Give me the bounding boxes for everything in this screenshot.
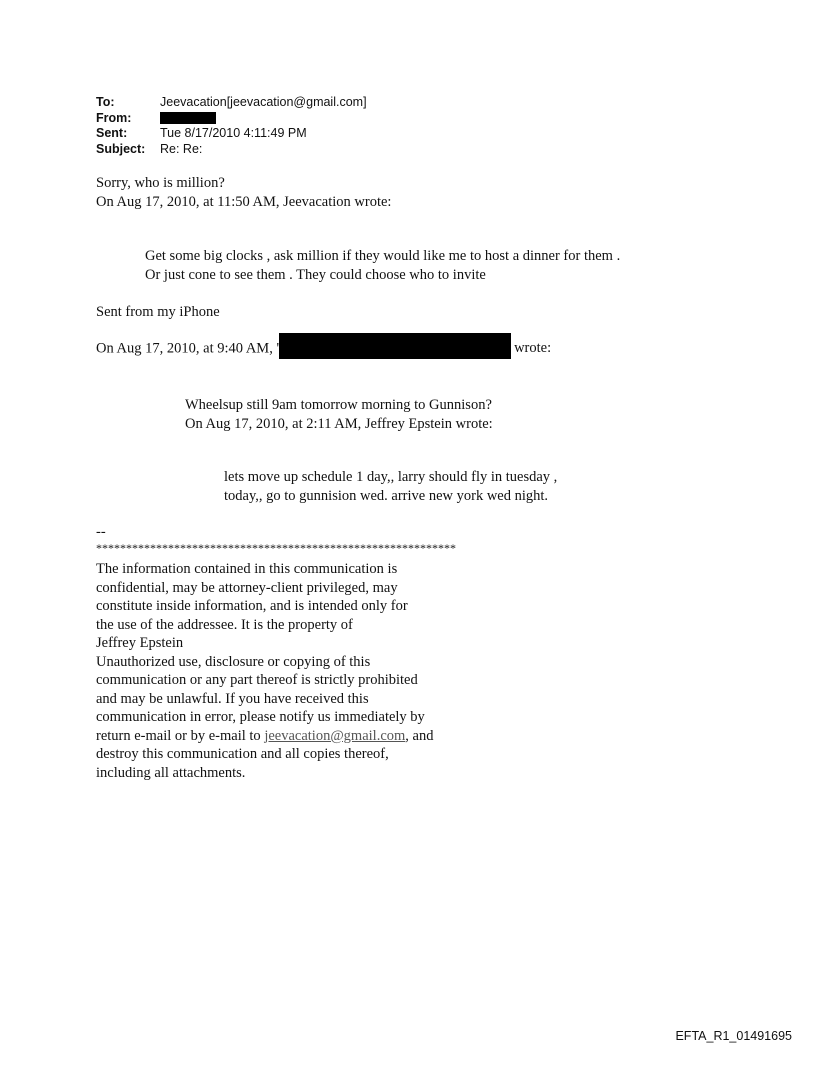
sent-row xyxy=(96,126,367,142)
disclaimer-email-line xyxy=(96,727,433,746)
disclaimer-line: and may be unlawful. If you have received this xyxy=(96,690,369,707)
separator-dashes: -- xyxy=(96,524,106,540)
disclaimer-line: the use of the addressee. It is the property of xyxy=(96,616,353,633)
disclaimer-line: including all attachments. xyxy=(96,764,246,781)
email-header xyxy=(96,95,367,157)
reply-attribution: On Aug 17, 2010, at 11:50 AM, Jeevacation wrote: xyxy=(96,193,392,210)
email-prefix: return e-mail or by e-mail to xyxy=(96,727,265,744)
sender-redaction xyxy=(279,333,511,359)
disclaimer-line: communication in error, please notify us immediately by xyxy=(96,709,425,725)
quote-line: lets move up schedule 1 day,, larry should fly in tuesday , xyxy=(224,469,558,485)
disclaimer-line: destroy this communication and all copies thereof, xyxy=(96,746,389,762)
document-id: EFTA_R1_01491695 xyxy=(675,1029,792,1043)
quote-line: Or just cone to see them . They could choose who to invite xyxy=(145,266,486,283)
to-value: Jeevacation[jeevacation@gmail.com] xyxy=(160,95,367,109)
quote-line: Get some big clocks , ask million if they would like me to host a dinner for them . xyxy=(145,248,621,264)
disclaimer-line: confidential, may be attorney-client privileged, may xyxy=(96,579,398,596)
to-row xyxy=(96,95,367,111)
mobile-signature: Sent from my iPhone xyxy=(96,304,220,320)
sent-value: Tue 8/17/2010 4:11:49 PM xyxy=(160,126,307,140)
email-link[interactable]: jeevacation@gmail.com xyxy=(264,727,406,744)
disclaimer-line: communication or any part thereof is strictly prohibited xyxy=(96,672,418,688)
separator-stars: ************************************************************ xyxy=(96,541,456,555)
attribution-suffix: wrote: xyxy=(514,340,552,357)
to-label: To: xyxy=(96,95,115,109)
email-suffix: , and xyxy=(405,727,434,744)
quote-line: Wheelsup still 9am tomorrow morning to Gunnison? xyxy=(185,397,492,413)
sent-label: Sent: xyxy=(96,126,128,140)
from-label: From: xyxy=(96,110,132,125)
reply-line: Sorry, who is million? xyxy=(96,175,225,191)
reply-body xyxy=(96,174,391,211)
attribution-prefix: On Aug 17, 2010, at 9:40 AM, ' xyxy=(96,340,280,357)
subject-value: Re: Re: xyxy=(160,141,203,156)
disclaimer-line: constitute inside information, and is intended only for xyxy=(96,598,408,614)
subject-label: Subject: xyxy=(96,141,146,156)
disclaimer-line: The information contained in this communication is xyxy=(96,561,398,577)
disclaimer-line: Unauthorized use, disclosure or copying of this xyxy=(96,653,371,670)
from-redaction xyxy=(160,112,216,124)
quote-line: On Aug 17, 2010, at 2:11 AM, Jeffrey Epstein wrote: xyxy=(185,415,493,432)
confidentiality-disclaimer xyxy=(96,560,433,782)
quoted-message-2 xyxy=(185,396,493,433)
from-row xyxy=(96,111,367,127)
signature-separator xyxy=(96,524,456,556)
quoted-message-1 xyxy=(145,247,620,284)
quote-attribution xyxy=(96,339,551,359)
disclaimer-line: Jeffrey Epstein xyxy=(96,635,184,651)
quoted-message-3 xyxy=(224,468,557,505)
subject-row xyxy=(96,142,367,158)
quote-line: today,, go to gunnision wed. arrive new york wed night. xyxy=(224,487,549,504)
